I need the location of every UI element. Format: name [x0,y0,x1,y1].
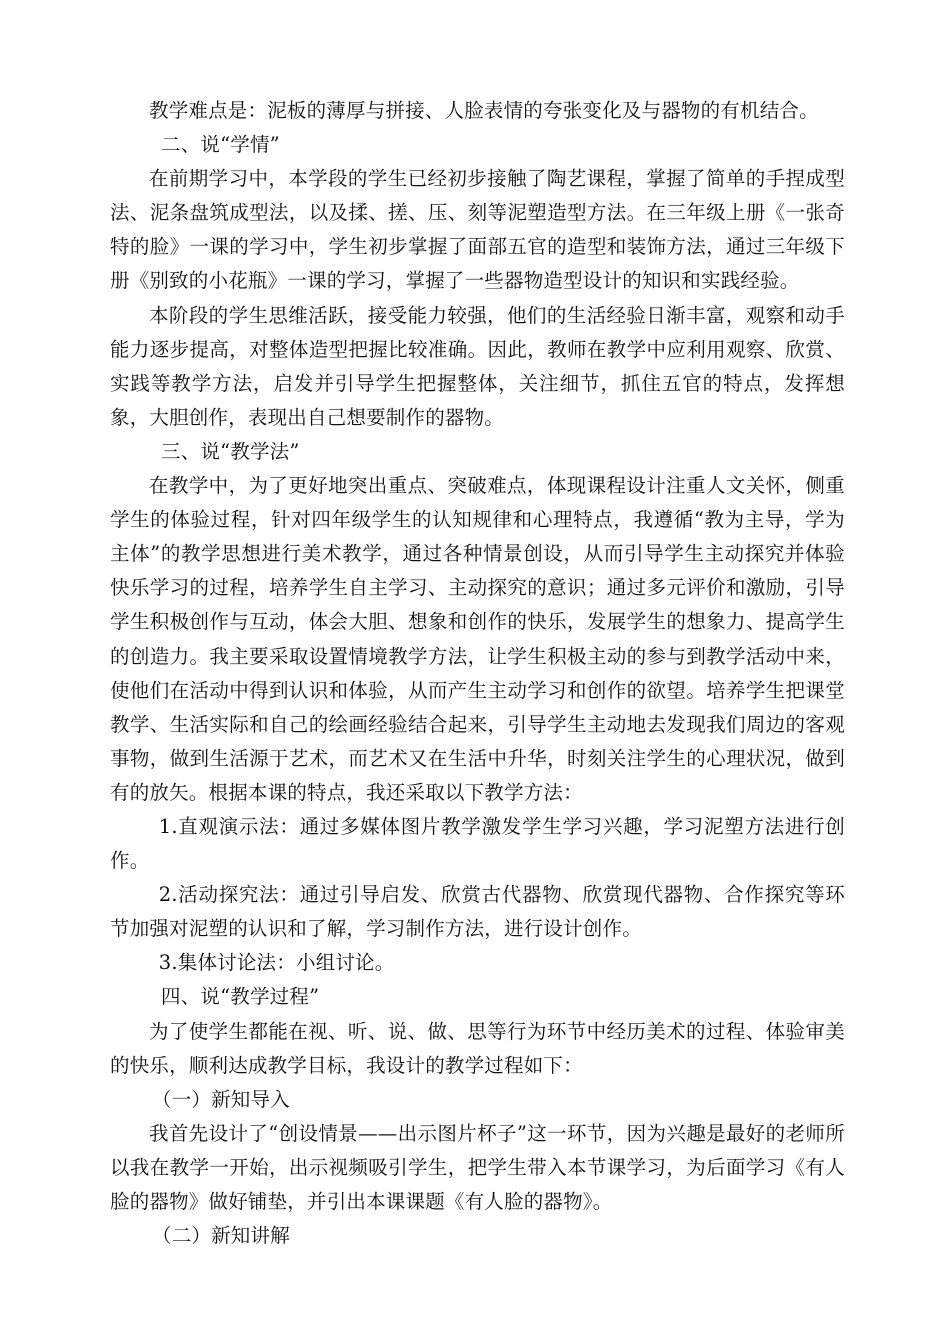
list-item-discussion-method: 3.集体讨论法：小组讨论。 [158,951,395,975]
document-body [110,94,845,1253]
list-item-inquiry-method: 2.活动探究法：通过引导启发、欣赏古代器物、欣赏现代器物、合作探究等环节加强对泥塑的认识和了解，学习制作方法，进行设计创作。 [110,883,845,941]
paragraph-teaching-approach: 在教学中，为了更好地突出重点、突破难点，体现课程设计注重人文关怀，侧重学生的体验过程，针对四年级学生的认知规律和心理特点，我遵循“教为主导，学为主体”的教学思想进行美术教学，通过各种情景创设，从而引导学生主动探究并体验快乐学习的过程，培养学生自主学习、主动探究的意识；通过多元评价和激励，引导学生积极创作与互动，体会大胆、想象和创作的快乐，发展学生的想象力、提高学生的创造力。我主要采取设置情境教学方法，让学生积极主动的参与到教学活动中来，使他们在活动中得到认识和体验，从而产生主动学习和创作的欲望。培养学生把课堂教学、生活实际和自己的绘画经验结合起来，引导学生主动地去发现我们周边的客观事物，做到生活源于艺术，而艺术又在生活中升华，时刻关注学生的心理状况，做到有的放矢。根据本课的特点，我还采取以下教学方法： [110,474,845,804]
heading-student-situation: 二、说“学情” [161,133,280,157]
paragraph-student-characteristics: 本阶段的学生思维活跃，接受能力较强，他们的生活经验日渐丰富，观察和动手能力逐步提高，对整体造型把握比较准确。因此，教师在教学中应利用观察、欣赏、实践等教学方法，启发并引导学生把握整体，关注细节，抓住五官的特点，发挥想象，大胆创作，表现出自己想要制作的器物。 [110,303,845,429]
subheading-introduction: （一）新知导入 [152,1087,290,1111]
paragraph-process-intro: 为了使学生都能在视、听、说、做、思等行为环节中经历美术的过程、体验审美的快乐，顺利达成教学目标，我设计的教学过程如下： [110,1019,845,1077]
subheading-explanation: （二）新知讲解 [152,1224,290,1248]
heading-teaching-methods: 三、说“教学法” [161,439,300,463]
paragraph-introduction-detail: 我首先设计了“创设情景——出示图片杯子”这一环节，因为兴趣是最好的老师所以我在教学一开始，出示视频吸引学生，把学生带入本节课学习，为后面学习《有人脸的器物》做好铺垫，并引出本课课题《有人脸的器物》。 [110,1121,845,1213]
paragraph-prior-learning: 在前期学习中，本学段的学生已经初步接触了陶艺课程，掌握了简单的手捏成型法、泥条盘筑成型法，以及揉、搓、压、刻等泥塑造型方法。在三年级上册《一张奇特的脸》一课的学习中，学生初步掌握了面部五官的造型和装饰方法，通过三年级下册《别致的小花瓶》一课的学习，掌握了一些器物造型设计的知识和实践经验。 [110,167,845,293]
paragraph-difficulty: 教学难点是：泥板的薄厚与拼接、人脸表情的夸张变化及与器物的有机结合。 [149,99,819,122]
heading-teaching-process: 四、说“教学过程” [161,985,320,1009]
list-item-demonstration-method: 1.直观演示法：通过多媒体图片教学激发学生学习兴趣，学习泥塑方法进行创作。 [110,814,845,873]
